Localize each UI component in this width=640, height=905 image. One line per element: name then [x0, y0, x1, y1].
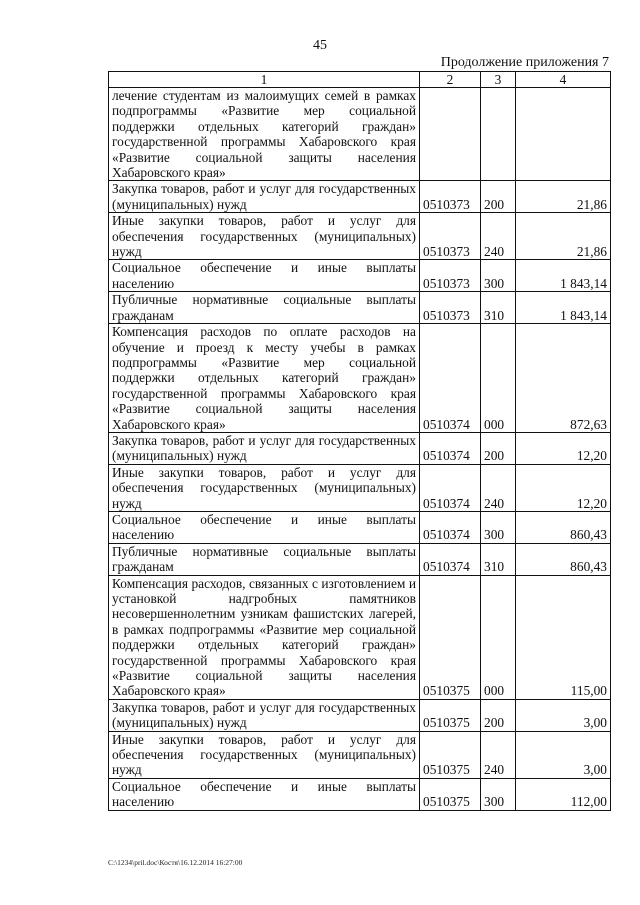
table-row: [109, 575, 611, 699]
row-type-cell: 240: [481, 213, 516, 260]
row-name-cell: Иные закупки товаров, работ и услуг для обеспечения государственных (муниципальных) нужд: [109, 213, 420, 260]
row-type-cell: 000: [481, 324, 516, 433]
table-row: [109, 324, 611, 433]
row-name-cell: Компенсация расходов по оплате расходов на обучение и проезд к месту учебы в рамках подпрограммы «Развитие мер социальной поддержки отдельных категорий граждан» государственной программы Хабаровского края «Развитие социальной защиты населения Хабаровского края»: [109, 324, 420, 433]
file-path-footer: C:\1234\pril.doc\Костя\16.12.2014 16:27:00: [108, 858, 243, 867]
row-amount-cell: 1 843,14: [516, 260, 611, 292]
row-amount-cell: 1 843,14: [516, 292, 611, 324]
row-amount-cell: 115,00: [516, 575, 611, 699]
row-code-cell: [420, 88, 481, 181]
table-row: [109, 511, 611, 543]
row-type-cell: [481, 88, 516, 181]
row-code-cell: 0510375: [420, 778, 481, 810]
table-row: [109, 292, 611, 324]
row-type-cell: 240: [481, 731, 516, 778]
row-code-cell: 0510375: [420, 731, 481, 778]
row-amount-cell: 12,20: [516, 432, 611, 464]
row-name-cell: Закупка товаров, работ и услуг для государственных (муниципальных) нужд: [109, 432, 420, 464]
row-type-cell: 200: [481, 699, 516, 731]
row-type-cell: 200: [481, 181, 516, 213]
row-name-cell: Закупка товаров, работ и услуг для государственных (муниципальных) нужд: [109, 181, 420, 213]
row-name-cell: Компенсация расходов, связанных с изготовлением и установкой надгробных памятников несовершеннолетним узникам фашистских лагерей, в рамках подпрограммы «Развитие мер социальной поддержки отдельных категорий граждан» государственной программы Хабаровского края «Развитие социальной защиты населения Хабаровского края»: [109, 575, 420, 699]
row-code-cell: 0510374: [420, 324, 481, 433]
page-number: 45: [313, 38, 327, 53]
row-amount-cell: 3,00: [516, 699, 611, 731]
row-type-cell: 310: [481, 543, 516, 575]
row-name-cell: Публичные нормативные социальные выплаты гражданам: [109, 292, 420, 324]
table-body: [109, 88, 611, 811]
row-type-cell: 310: [481, 292, 516, 324]
row-code-cell: 0510374: [420, 543, 481, 575]
row-name-cell: Социальное обеспечение и иные выплаты населению: [109, 511, 420, 543]
table-row: [109, 543, 611, 575]
row-name-cell: Социальное обеспечение и иные выплаты населению: [109, 778, 420, 810]
row-amount-cell: 872,63: [516, 324, 611, 433]
row-name-cell: Иные закупки товаров, работ и услуг для обеспечения государственных (муниципальных) нужд: [109, 464, 420, 511]
row-type-cell: 300: [481, 511, 516, 543]
row-code-cell: 0510374: [420, 511, 481, 543]
row-code-cell: 0510374: [420, 432, 481, 464]
row-code-cell: 0510373: [420, 181, 481, 213]
row-code-cell: 0510374: [420, 464, 481, 511]
row-name-cell: Социальное обеспечение и иные выплаты населению: [109, 260, 420, 292]
row-type-cell: 000: [481, 575, 516, 699]
row-code-cell: 0510375: [420, 575, 481, 699]
table-header-row: [109, 72, 611, 88]
column-header: 4: [516, 72, 611, 88]
column-header: 2: [420, 72, 481, 88]
row-type-cell: 300: [481, 260, 516, 292]
row-amount-cell: 21,86: [516, 181, 611, 213]
row-name-cell: лечение студентам из малоимущих семей в рамках подпрограммы «Развитие мер социальной поддержки отдельных категорий граждан» государственной программы Хабаровского края «Развитие социальной защиты населения Хабаровского края»: [109, 88, 420, 181]
row-type-cell: 240: [481, 464, 516, 511]
row-amount-cell: 860,43: [516, 511, 611, 543]
table-row: [109, 432, 611, 464]
row-type-cell: 300: [481, 778, 516, 810]
row-amount-cell: 12,20: [516, 464, 611, 511]
table-row: [109, 181, 611, 213]
table-row: [109, 731, 611, 778]
column-header: 1: [109, 72, 420, 88]
table-row: [109, 778, 611, 810]
row-code-cell: 0510375: [420, 699, 481, 731]
table-row: [109, 260, 611, 292]
continuation-caption: Продолжение приложения 7: [440, 55, 609, 70]
row-code-cell: 0510373: [420, 213, 481, 260]
table-row: [109, 88, 611, 181]
row-amount-cell: 112,00: [516, 778, 611, 810]
row-name-cell: Иные закупки товаров, работ и услуг для обеспечения государственных (муниципальных) нужд: [109, 731, 420, 778]
row-amount-cell: [516, 88, 611, 181]
table-row: [109, 699, 611, 731]
row-name-cell: Закупка товаров, работ и услуг для государственных (муниципальных) нужд: [109, 699, 420, 731]
table-row: [109, 464, 611, 511]
row-amount-cell: 3,00: [516, 731, 611, 778]
row-name-cell: Публичные нормативные социальные выплаты гражданам: [109, 543, 420, 575]
row-code-cell: 0510373: [420, 260, 481, 292]
table-row: [109, 213, 611, 260]
column-header: 3: [481, 72, 516, 88]
row-amount-cell: 21,86: [516, 213, 611, 260]
row-amount-cell: 860,43: [516, 543, 611, 575]
budget-table: [108, 71, 611, 811]
row-type-cell: 200: [481, 432, 516, 464]
row-code-cell: 0510373: [420, 292, 481, 324]
